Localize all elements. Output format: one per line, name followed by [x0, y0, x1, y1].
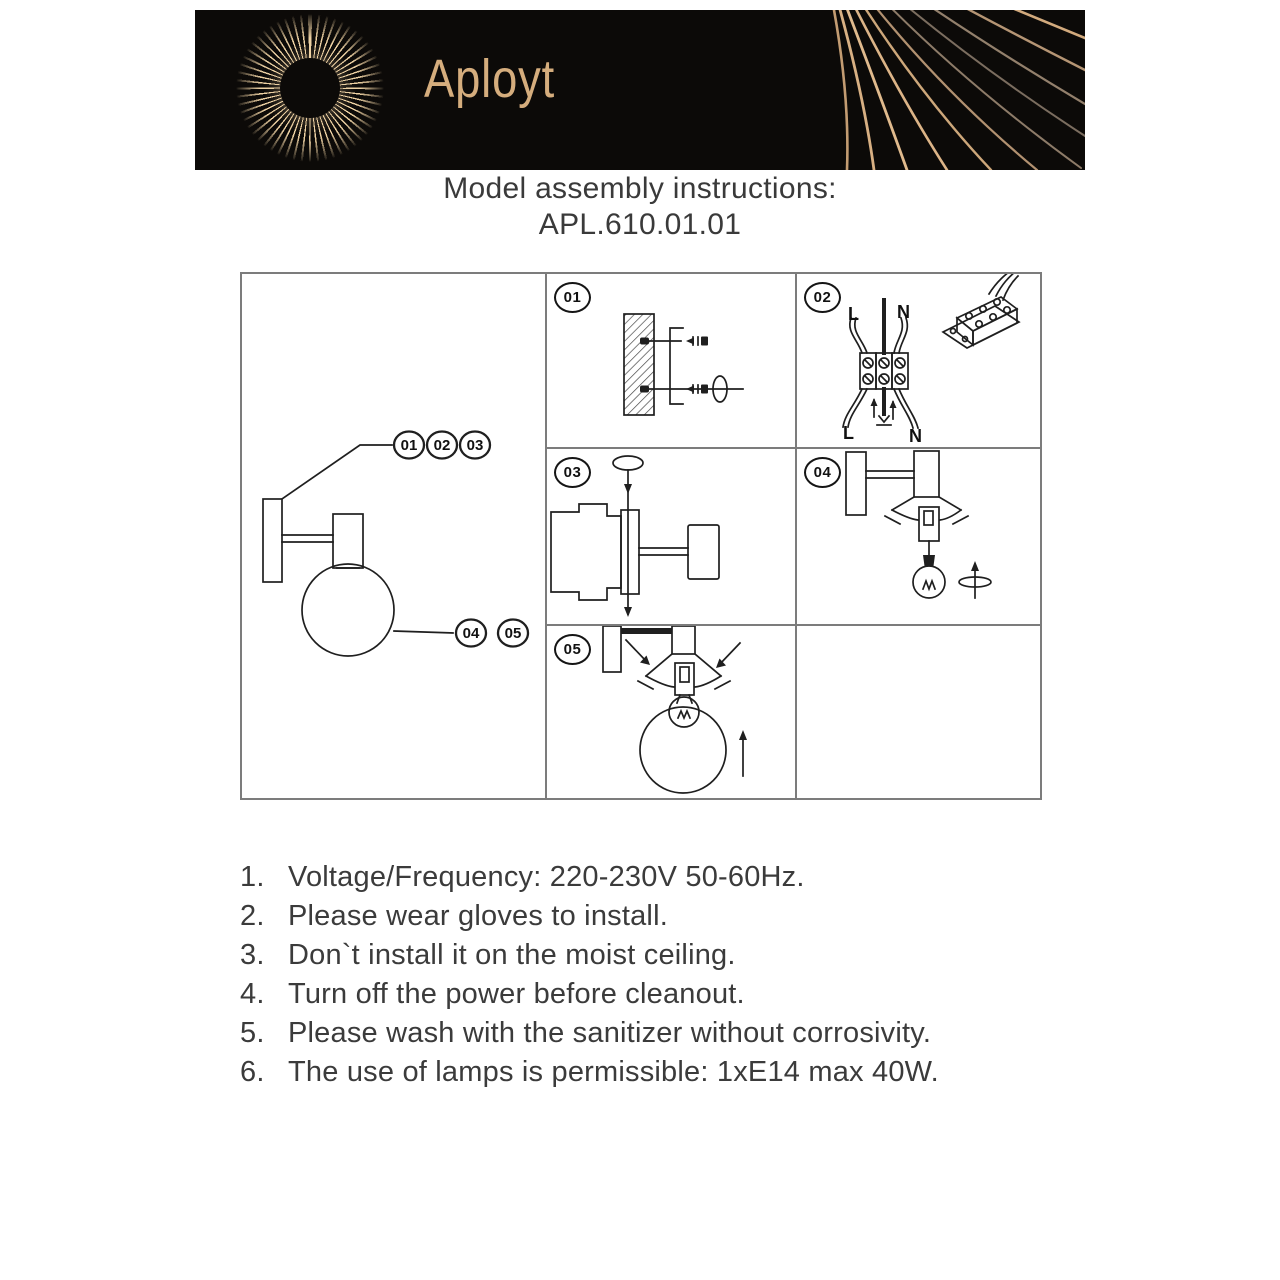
callout-05: 05 [504, 625, 522, 642]
instruction-text: Turn off the power before cleanout. [288, 978, 745, 1010]
sunburst-logo-icon [236, 14, 384, 162]
panel-step-03 [547, 449, 795, 624]
page-title: Model assembly instructions: [443, 172, 837, 205]
callout-04: 04 [462, 625, 480, 642]
instruction-item [240, 897, 1060, 936]
instruction-text: Please wear gloves to install. [288, 900, 668, 932]
panel-step-04 [797, 449, 1040, 624]
instruction-item [240, 1014, 1060, 1053]
instruction-number: 4. [240, 978, 265, 1010]
panel-empty [797, 626, 1040, 798]
step-badge-03: 03 [554, 457, 591, 488]
instruction-number: 3. [240, 939, 265, 971]
instruction-text: Voltage/Frequency: 220-230V 50-60Hz. [288, 861, 805, 893]
step-badge-01: 01 [554, 282, 591, 313]
callout-02: 02 [433, 437, 451, 454]
assembled-lamp-diagram [242, 274, 545, 798]
callout-01: 01 [400, 437, 418, 454]
step-badge-02: 02 [804, 282, 841, 313]
instruction-item [240, 858, 1060, 897]
instruction-text: The use of lamps is permissible: 1xE14 max 40W. [288, 1056, 939, 1088]
panel-step-05 [547, 626, 795, 798]
panel-step-01 [547, 274, 795, 447]
instruction-text: Please wash with the sanitizer without corrosivity. [288, 1017, 932, 1049]
step-badge-04: 04 [804, 457, 841, 488]
decorative-rays-icon [655, 10, 1085, 170]
instructions-list [240, 858, 1060, 1092]
model-number: APL.610.01.01 [538, 208, 742, 241]
wire-label-n-top: N [897, 302, 910, 322]
callout-03: 03 [466, 437, 484, 454]
assembly-diagram-grid [240, 272, 1042, 800]
step-badge-05: 05 [554, 634, 591, 665]
instruction-item [240, 975, 1060, 1014]
panel-step-02 [797, 274, 1040, 447]
wire-label-l-bottom: L [843, 423, 854, 443]
panel-overview [242, 274, 545, 798]
instruction-text: Don`t install it on the moist ceiling. [288, 939, 736, 971]
wire-label-l-top: L [848, 304, 859, 324]
instruction-number: 1. [240, 861, 265, 893]
instruction-number: 2. [240, 900, 265, 932]
brand-banner [195, 10, 1085, 170]
instruction-number: 5. [240, 1017, 265, 1049]
brand-wordmark: Aployt [424, 49, 556, 109]
instruction-number: 6. [240, 1056, 265, 1088]
instruction-item [240, 1053, 1060, 1092]
instruction-item [240, 936, 1060, 975]
wire-label-n-bottom: N [909, 426, 922, 446]
